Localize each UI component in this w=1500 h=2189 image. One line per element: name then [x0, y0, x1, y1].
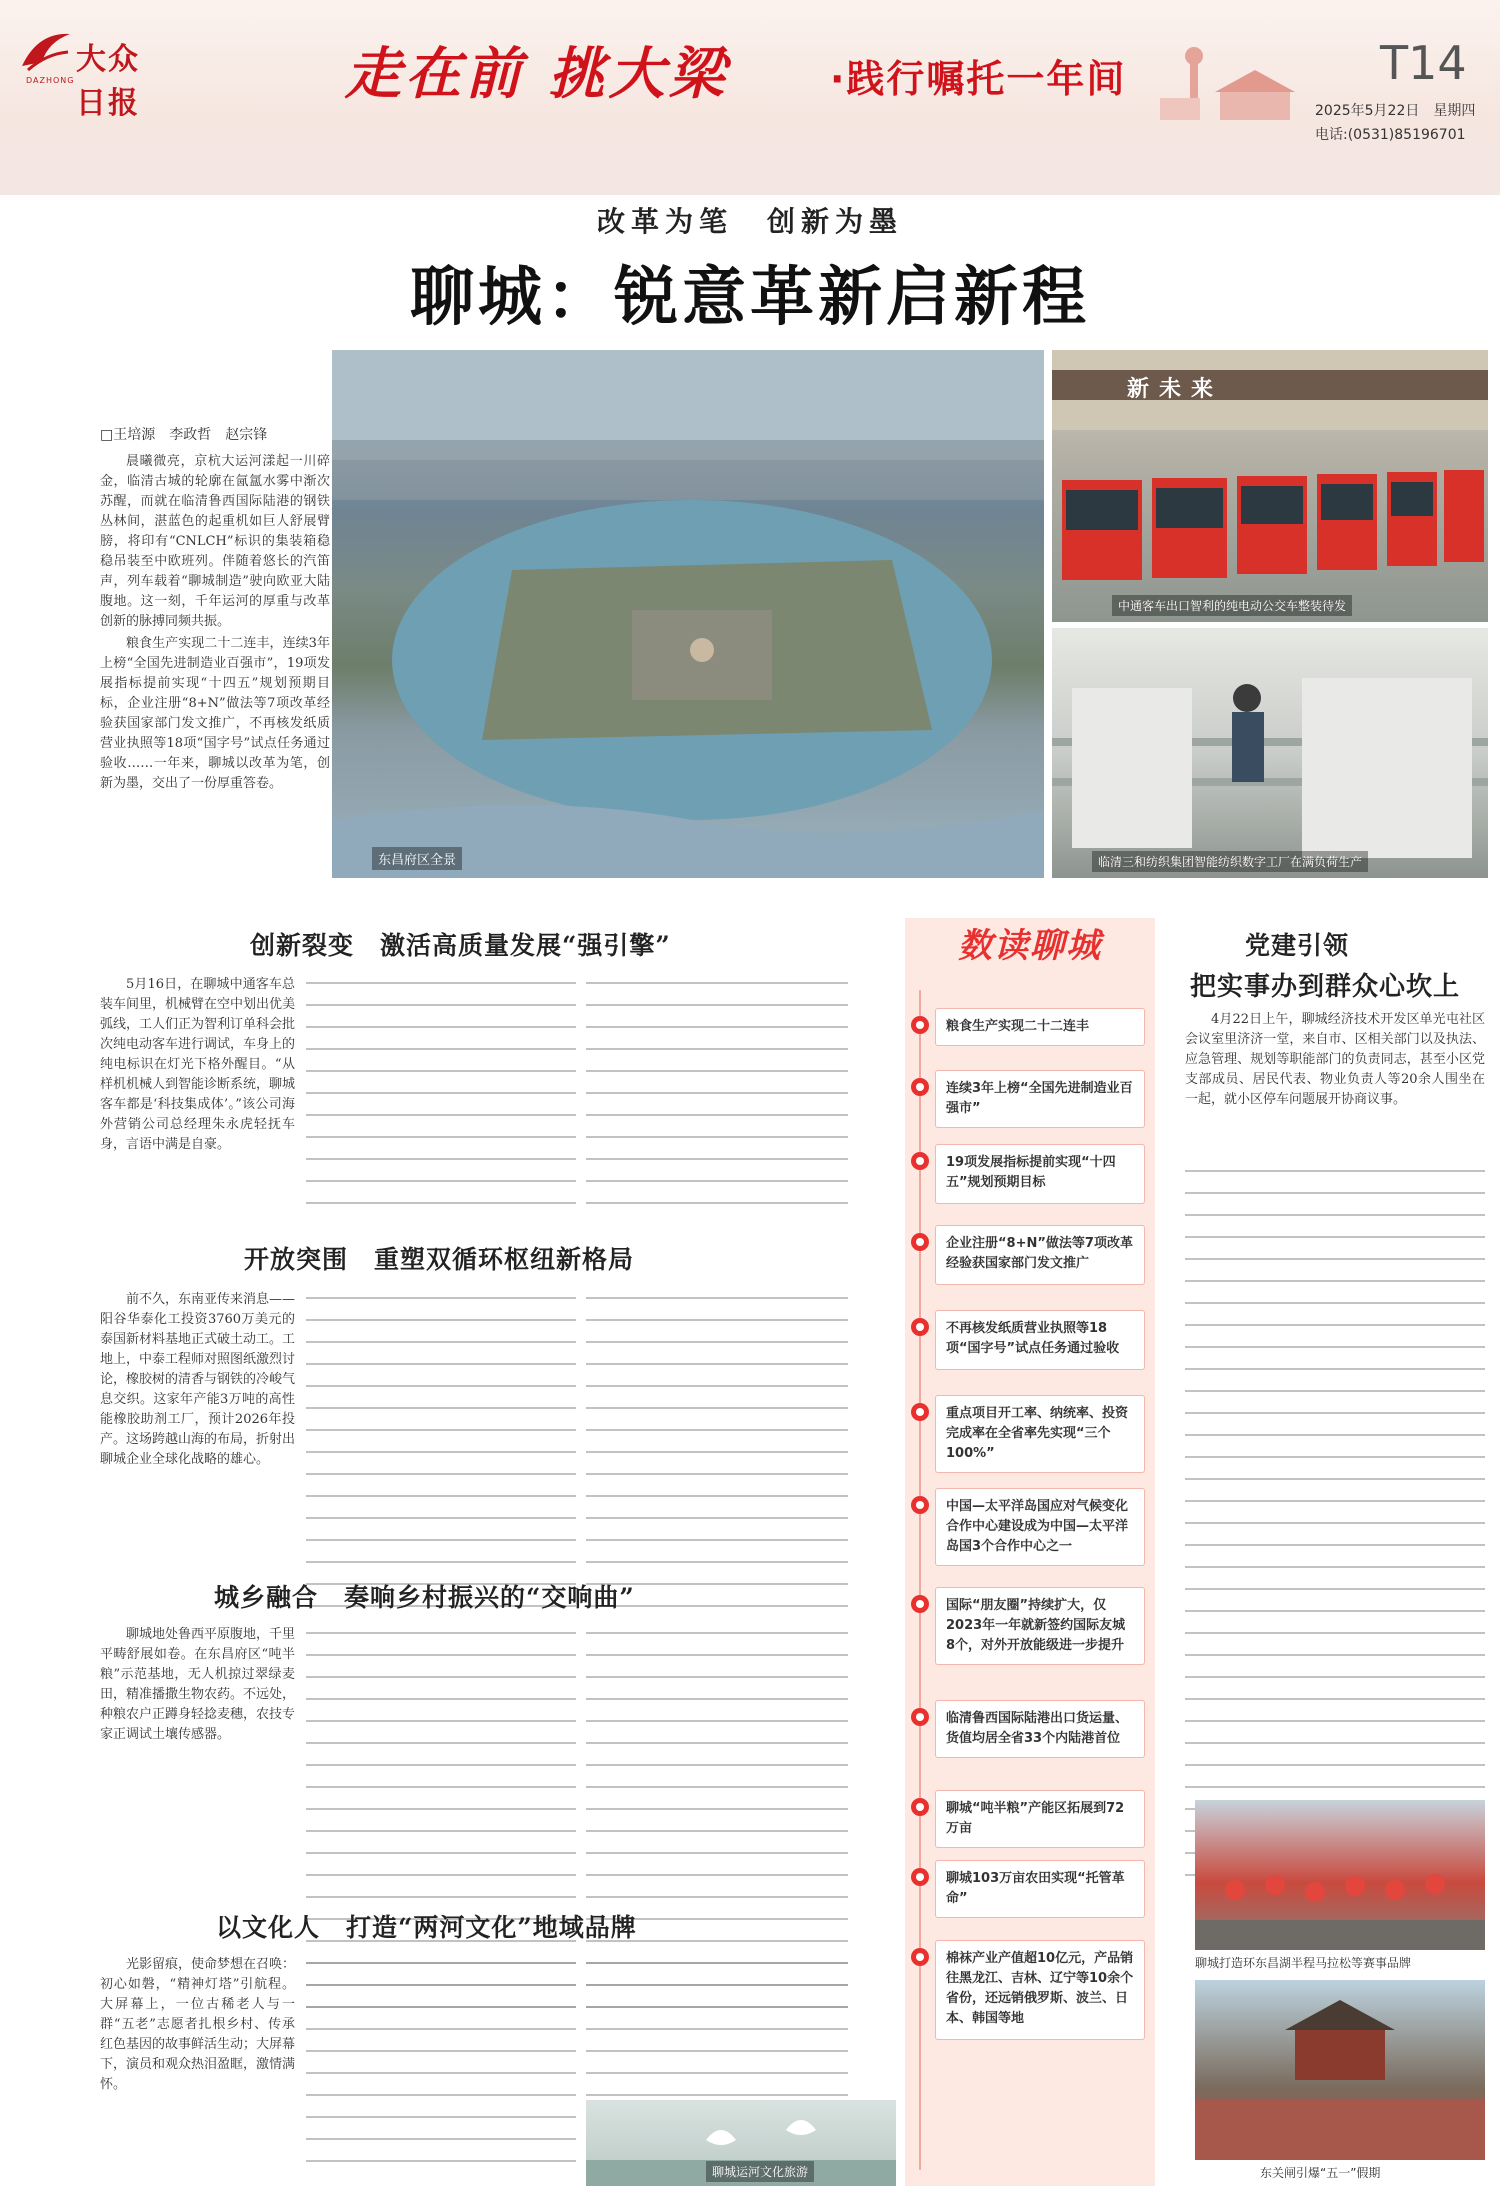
issue-date: 2025年5月22日 星期四	[1315, 103, 1476, 119]
lead-paragraph-2: 粮食生产实现二十二连丰，连续3年上榜“全国先进制造业百强市”，19项发展指标提前实现“十四五”规划预期目标，企业注册“8+N”做法等7项改革经验获国家部门发文推广，不再核发纸质营业执照等18项“国字号”试点任务通过验收……一年来，聊城以改革为笔，创新为墨，交出了一份厚重答卷。	[100, 636, 330, 791]
timeline-dot-icon	[911, 1403, 929, 1421]
bus-banner-text: 新未来	[1127, 377, 1224, 402]
section1-col3-text	[586, 982, 848, 1224]
section4-col1	[100, 1955, 295, 2097]
column-subslogan: ·践行嘱托一年间	[830, 57, 1127, 101]
logo-text: 大众日报	[76, 42, 140, 121]
party-paragraph: 4月22日上午，聊城经济技术开发区单光屯社区会议室里济济一堂，来自市、区相关部门以及执法、应急管理、规划等职能部门的负责同志，甚至小区党支部成员、居民代表、物业负责人等20余人围坐在一起，就小区停车问题展开协商议事。	[1185, 1012, 1485, 1107]
party-column	[1185, 1010, 1485, 1112]
section-heading-innovation: 创新裂变 激活高质量发展“强引擎”	[250, 931, 671, 960]
timeline-dot-icon	[911, 1016, 929, 1034]
section-heading-party: 党建引领	[1245, 931, 1350, 960]
section1-col2-text	[306, 982, 576, 1224]
bottom-photo-caption: 聊城运河文化旅游	[706, 2161, 814, 2182]
data-panel-item: 临清鲁西国际陆港出口货运量、货值均居全省33个内陆港首位	[935, 1700, 1145, 1758]
section1-paragraph: 5月16日，在聊城中通客车总装车间里，机械臂在空中划出优美弧线，工人们正为智利订单科会批次纯电动客车进行调试，车身上的纯电标识在灯光下格外醒目。“从样机机械人到智能诊断系统，聊城客车都是‘科技集成体’。”该公司海外营销公司总经理朱永虎轻抚车身，言语中满是自豪。	[100, 977, 296, 1152]
section2-col1	[100, 1290, 295, 1472]
article-byline: □王培源 李政哲 赵宗锋	[100, 427, 268, 443]
data-panel-item: 连续3年上榜“全国先进制造业百强市”	[935, 1070, 1145, 1128]
column-slogan: 走在前 挑大梁	[345, 41, 729, 107]
aerial-photo[interactable]	[332, 350, 1044, 878]
section3-paragraph: 聊城地处鲁西平原腹地，千里平畴舒展如卷。在东昌府区“吨半粮”示范基地，无人机掠过翠绿麦田，精准播撒生物农药。不远处，种粮农户正蹲身轻捻麦穗，农技专家正调试土壤传感器。	[100, 1627, 296, 1742]
section3-col1	[100, 1625, 295, 1747]
timeline-dot-icon	[911, 1708, 929, 1726]
textile-photo[interactable]	[1052, 628, 1488, 878]
timeline-dot-icon	[911, 1318, 929, 1336]
section4-col2-text	[306, 1962, 576, 2182]
page-number: T14	[1380, 36, 1467, 90]
timeline-dot-icon	[911, 1233, 929, 1251]
logo-subtext: DAZHONG	[26, 76, 75, 85]
newspaper-logo[interactable]	[18, 28, 168, 121]
timeline-dot-icon	[911, 1868, 929, 1886]
timeline-dot-icon	[911, 1948, 929, 1966]
data-panel-item: 国际“朋友圈”持续扩大，仅2023年一年就新签约国际友城8个，对外开放能级进一步提升	[935, 1587, 1145, 1665]
data-panel-item: 粮食生产实现二十二连丰	[935, 1008, 1145, 1046]
logo-emblem-icon	[18, 28, 74, 74]
temple-caption: 东关闸引爆“五一”假期	[1260, 2166, 1381, 2180]
section4-paragraph: 光影留痕，使命梦想在召唤：初心如磐，“精神灯塔”引航程。大屏幕上，一位古稀老人与一群“五老”志愿者扎根乡村、传承红色基因的故事鲜活生动；大屏幕下，演员和观众热泪盈眶，激情满怀。	[100, 1957, 296, 2092]
data-panel-title: 数读聊城	[958, 926, 1102, 966]
section2-paragraph: 前不久，东南亚传来消息——阳谷华泰化工投资3760万美元的泰国新材料基地正式破土动工。工地上，中泰工程师对照图纸激烈讨论，橡胶树的清香与钢铁的冷峻气息交织。这家年产能3万吨的高性能橡胶助剂工厂，预计2026年投产。这场跨越山海的布局，折射出聊城企业全球化战略的雄心。	[100, 1292, 296, 1467]
lead-paragraph: 晨曦微亮，京杭大运河漾起一川碎金，临清古城的轮廓在氤氲水雾中渐次苏醒，而就在临清鲁西国际陆港的钢铁丛林间，湛蓝色的起重机如巨人舒展臂膀，将印有“CNLCH”标识的集装箱稳稳吊装至中欧班列。伴随着悠长的汽笛声，列车载着“聊城制造”驶向欧亚大陆腹地。这一刻，千年运河的厚重与改革创新的脉搏同频共振。	[100, 454, 330, 629]
section-heading-rural: 城乡融合 奏响乡村振兴的“交响曲”	[214, 1583, 635, 1612]
timeline-dot-icon	[911, 1496, 929, 1514]
data-panel-item: 聊城“吨半粮”产能区拓展到72万亩	[935, 1790, 1145, 1848]
skyline-illustration	[1150, 20, 1300, 130]
aerial-caption: 东昌府区全景	[372, 847, 462, 870]
data-panel-item: 聊城103万亩农田实现“托管革命”	[935, 1860, 1145, 1918]
egret-photo[interactable]	[586, 2100, 896, 2186]
timeline-dot-icon	[911, 1152, 929, 1170]
marathon-photo[interactable]	[1195, 1800, 1485, 1950]
marathon-caption: 聊城打造环东昌湖半程马拉松等赛事品牌	[1195, 1956, 1412, 1970]
temple-illustration	[1195, 1980, 1485, 2160]
textile-illustration	[1052, 628, 1488, 878]
bus-illustration	[1052, 350, 1488, 622]
marathon-illustration	[1195, 1800, 1485, 1950]
section1-col1	[100, 975, 295, 1157]
textile-caption: 临清三和纺织集团智能纺织数字工厂在满负荷生产	[1092, 851, 1368, 872]
section-heading-opening: 开放突围 重塑双循环枢纽新格局	[244, 1245, 635, 1274]
article-title: 聊城：锐意革新启新程	[410, 261, 1090, 335]
masthead	[0, 0, 1500, 195]
data-panel-item: 中国—太平洋岛国应对气候变化合作中心建设成为中国—太平洋岛国3个合作中心之一	[935, 1488, 1145, 1566]
article-kicker: 改革为笔 创新为墨	[596, 205, 903, 238]
data-panel-item: 不再核发纸质营业执照等18项“国字号”试点任务通过验收	[935, 1310, 1145, 1370]
party-column-text	[1185, 1170, 1485, 1896]
bus-photo[interactable]	[1052, 350, 1488, 622]
timeline-dot-icon	[911, 1595, 929, 1613]
temple-photo[interactable]	[1195, 1980, 1485, 2160]
phone-number: 电话:(0531)85196701	[1315, 127, 1466, 143]
data-panel-item: 19项发展指标提前实现“十四五”规划预期目标	[935, 1144, 1145, 1204]
data-panel-item: 棉袜产业产值超10亿元，产品销往黑龙江、吉林、辽宁等10余个省份，还远销俄罗斯、波兰、日本、韩国等地	[935, 1940, 1145, 2040]
data-panel-item: 重点项目开工率、纳统率、投资完成率在全省率先实现“三个100%”	[935, 1395, 1145, 1473]
aerial-illustration	[332, 350, 1044, 878]
section-heading-party-sub: 把实事办到群众心坎上	[1190, 972, 1461, 1002]
data-panel-item: 企业注册“8+N”做法等7项改革经验获国家部门发文推广	[935, 1225, 1145, 1285]
lead-column	[100, 452, 330, 796]
timeline-dot-icon	[911, 1078, 929, 1096]
bus-caption: 中通客车出口智利的纯电动公交车整装待发	[1112, 595, 1352, 616]
timeline-dot-icon	[911, 1798, 929, 1816]
section-heading-culture: 以文化人 打造“两河文化”地域品牌	[216, 1913, 637, 1942]
